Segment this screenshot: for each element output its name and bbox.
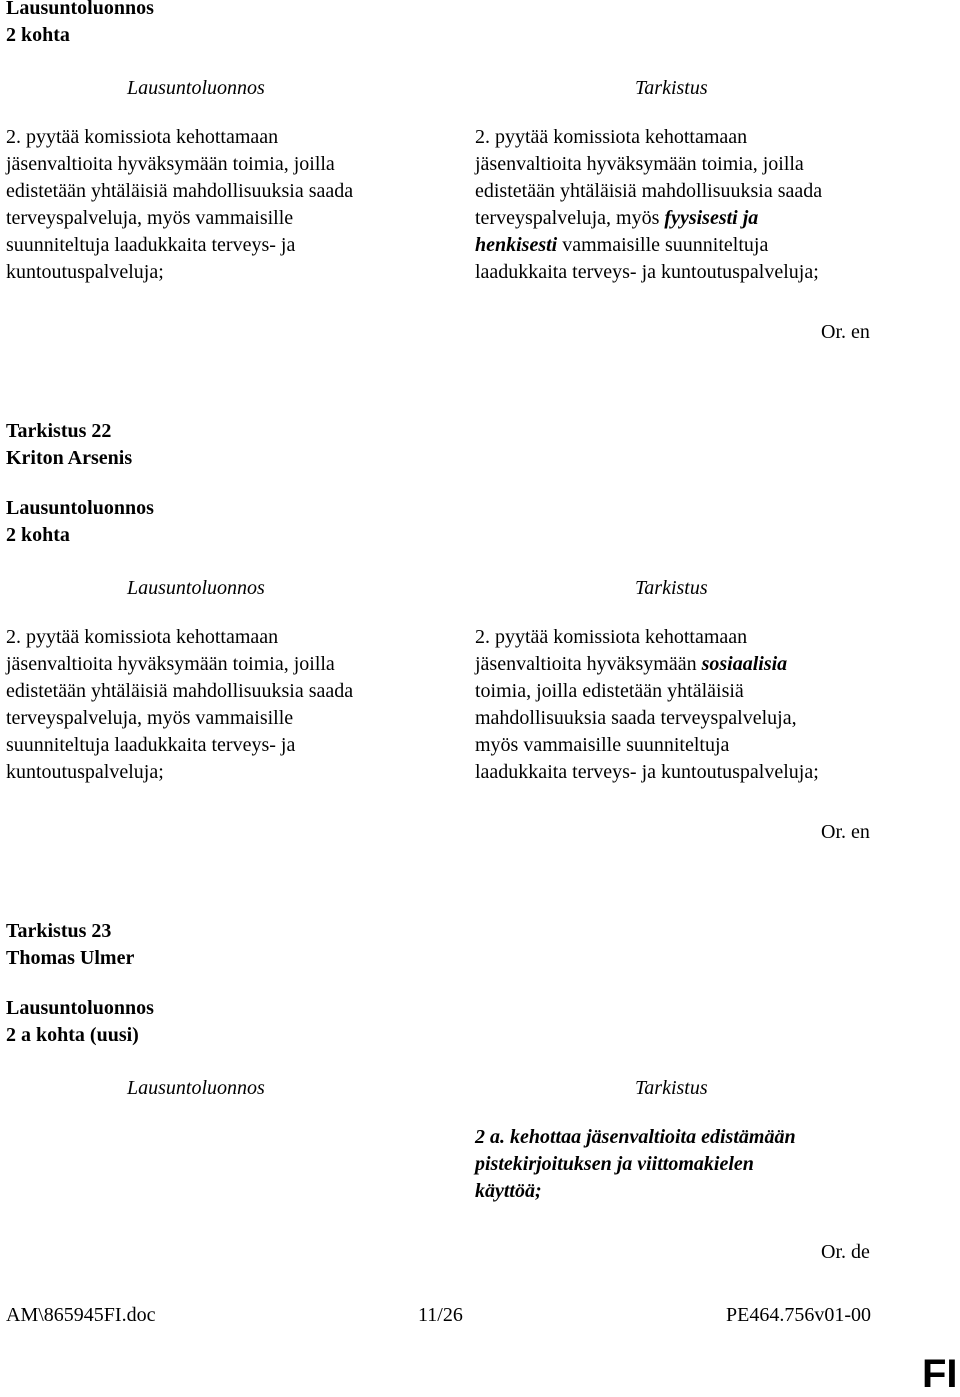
text-line: suunniteltuja laadukkaita terveys- ja bbox=[6, 234, 296, 256]
footer-doc-ref: AM\865945FI.doc bbox=[6, 1304, 156, 1326]
text-line: suunniteltuja laadukkaita terveys- ja bbox=[6, 734, 296, 756]
text-line: terveyspalveluja, myös vammaisille bbox=[6, 707, 294, 729]
amendment-title: Tarkistus 23 bbox=[6, 920, 112, 942]
text-line: edistetään yhtäläisiä mahdollisuuksia saada bbox=[6, 180, 354, 202]
footer-pe-ref: PE464.756v01-00 bbox=[726, 1304, 871, 1326]
amendment-text bbox=[475, 624, 915, 786]
text-line: 2. pyytää komissiota kehottamaan bbox=[6, 626, 279, 648]
original-language: Or. de bbox=[821, 1241, 870, 1263]
section-heading-doc: Lausuntoluonnos bbox=[6, 0, 154, 19]
text-line: terveyspalveluja, myös vammaisille bbox=[6, 207, 294, 229]
text-line: 2. pyytää komissiota kehottamaan bbox=[475, 126, 748, 148]
text-line: 2. pyytää komissiota kehottamaan bbox=[6, 126, 279, 148]
text-line: jäsenvaltioita hyväksymään toimia, joilla bbox=[6, 153, 335, 175]
column-title-amendment: Tarkistus bbox=[635, 77, 708, 99]
text-plain: jäsenvaltioita hyväksymään bbox=[475, 653, 702, 675]
amendment-point: 2 kohta bbox=[6, 524, 70, 546]
text-line: käyttöä; bbox=[475, 1180, 542, 1202]
amendment-text bbox=[475, 1124, 915, 1205]
text-line: laadukkaita terveys- ja kuntoutuspalveluja; bbox=[475, 761, 819, 783]
footer-page-number: 11/26 bbox=[418, 1304, 463, 1326]
text-line bbox=[475, 651, 915, 678]
text-line: laadukkaita terveys- ja kuntoutuspalveluja; bbox=[475, 261, 819, 283]
column-title-draft-opinion: Lausuntoluonnos bbox=[127, 77, 265, 99]
text-line: jäsenvaltioita hyväksymään toimia, joilla bbox=[475, 153, 804, 175]
draft-opinion-text bbox=[6, 124, 446, 286]
text-line: kuntoutuspalveluja; bbox=[6, 261, 164, 283]
column-title-draft-opinion: Lausuntoluonnos bbox=[127, 1077, 265, 1099]
amendment-title: Tarkistus 22 bbox=[6, 420, 112, 442]
text-line: jäsenvaltioita hyväksymään toimia, joilla bbox=[6, 653, 335, 675]
text-emphasis: fyysisesti ja bbox=[664, 207, 759, 229]
text-line bbox=[475, 232, 915, 259]
amendment-author: Kriton Arsenis bbox=[6, 447, 133, 469]
text-line: edistetään yhtäläisiä mahdollisuuksia saada bbox=[6, 680, 354, 702]
column-title-draft-opinion: Lausuntoluonnos bbox=[127, 577, 265, 599]
column-title-amendment: Tarkistus bbox=[635, 577, 708, 599]
amendment-point: 2 a kohta (uusi) bbox=[6, 1024, 139, 1046]
text-line: 2. pyytää komissiota kehottamaan bbox=[475, 626, 748, 648]
amendment-text bbox=[475, 124, 915, 286]
draft-opinion-text bbox=[6, 624, 446, 786]
text-line: 2 a. kehottaa jäsenvaltioita edistämään bbox=[475, 1126, 796, 1148]
text-plain: terveyspalveluja, myös bbox=[475, 207, 665, 229]
text-line: mahdollisuuksia saada terveyspalveluja, bbox=[475, 707, 797, 729]
section-heading-point: 2 kohta bbox=[6, 24, 70, 46]
text-line: myös vammaisille suunniteltuja bbox=[475, 734, 730, 756]
amendment-doc: Lausuntoluonnos bbox=[6, 997, 154, 1019]
amendment-doc: Lausuntoluonnos bbox=[6, 497, 154, 519]
column-title-amendment: Tarkistus bbox=[635, 1077, 708, 1099]
original-language: Or. en bbox=[821, 321, 870, 343]
text-line: pistekirjoituksen ja viittomakielen bbox=[475, 1153, 754, 1175]
text-line: toimia, joilla edistetään yhtäläisiä bbox=[475, 680, 744, 702]
original-language: Or. en bbox=[821, 821, 870, 843]
text-plain: vammaisille suunniteltuja bbox=[557, 234, 769, 256]
footer-language-code: FI bbox=[922, 1352, 958, 1396]
amendment-author: Thomas Ulmer bbox=[6, 947, 135, 969]
text-line: kuntoutuspalveluja; bbox=[6, 761, 164, 783]
text-emphasis: sosiaalisia bbox=[701, 653, 788, 675]
text-emphasis: henkisesti bbox=[475, 234, 558, 256]
text-line bbox=[475, 205, 915, 232]
text-line: edistetään yhtäläisiä mahdollisuuksia saada bbox=[475, 180, 823, 202]
